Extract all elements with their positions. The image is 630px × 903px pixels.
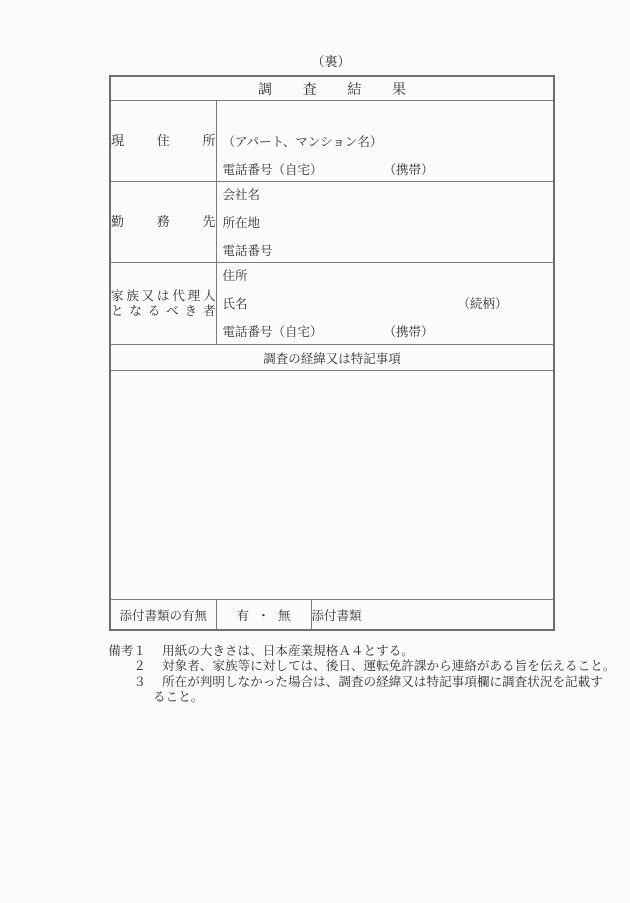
current-address-field-cell — [216, 101, 554, 182]
remark-text-3: 所在が判明しなかった場合は、調査の経緯又は特記事項欄に調査状況を記載す — [162, 674, 603, 689]
page-side-label: （裏） — [311, 54, 351, 69]
attachments-docs-label: 添付書類 — [311, 600, 554, 631]
workplace-label: 勤 務 先 — [111, 214, 216, 229]
family-name-label: 氏名 — [222, 297, 248, 311]
survey-result-table — [109, 75, 555, 631]
family-agent-field-cell — [216, 263, 554, 345]
survey-details-blank-area — [110, 371, 554, 600]
family-mobile-phone-label: （携帯） — [383, 325, 434, 339]
family-agent-label-line1: 家 族 又 は 代 理 人 — [111, 288, 216, 303]
remark-marker-2: ２ — [133, 659, 146, 674]
remark-text-1: 用紙の大きさは、日本産業規格Ａ４とする。 — [162, 644, 414, 658]
remarks-section — [108, 644, 620, 706]
remark-line-1 — [108, 644, 620, 659]
family-name-line — [223, 297, 550, 311]
remark-marker-1: 備考１ — [108, 644, 146, 658]
current-address-label: 現 住 所 — [111, 133, 216, 148]
attachments-options-cell — [216, 600, 311, 631]
remark-line-3 — [108, 675, 620, 690]
family-relation-label: （続柄） — [457, 297, 508, 311]
workplace-label-cell — [110, 182, 216, 263]
apartment-name-hint: （アパート、マンション名） — [222, 135, 383, 149]
remark-line-3-continuation — [108, 690, 620, 705]
home-phone-label: 電話番号（自宅） — [222, 163, 323, 177]
table-title: 調 査 結 果 — [258, 82, 406, 98]
family-home-phone-label: 電話番号（自宅） — [222, 325, 323, 339]
company-phone-label: 電話番号 — [222, 244, 273, 258]
current-address-label-cell — [110, 101, 216, 182]
mobile-phone-label: （携帯） — [383, 163, 434, 177]
remark-line-2 — [108, 659, 620, 674]
remark-text-3-continuation: ること。 — [153, 690, 204, 705]
family-phone-line — [223, 325, 550, 339]
address-phone-line — [223, 163, 550, 177]
remark-marker-3: ３ — [133, 674, 146, 689]
company-location-label: 所在地 — [222, 216, 261, 230]
survey-details-header: 調査の経緯又は特記事項 — [110, 345, 554, 371]
attachments-presence-label: 添付書類の有無 — [110, 600, 216, 631]
remark-text-2: 対象者、家族等に対しては、後日、運転免許課から連絡がある旨を伝えること。 — [162, 659, 616, 674]
family-address-label: 住所 — [222, 269, 248, 283]
workplace-field-cell — [216, 182, 554, 263]
family-agent-label-line2: と な る べ き 者 — [111, 303, 216, 318]
company-name-label: 会社名 — [222, 188, 261, 202]
family-agent-label-cell — [110, 263, 216, 345]
attachments-yes-no-options: 有 ・ 無 — [236, 608, 291, 623]
table-title-cell — [110, 76, 554, 101]
